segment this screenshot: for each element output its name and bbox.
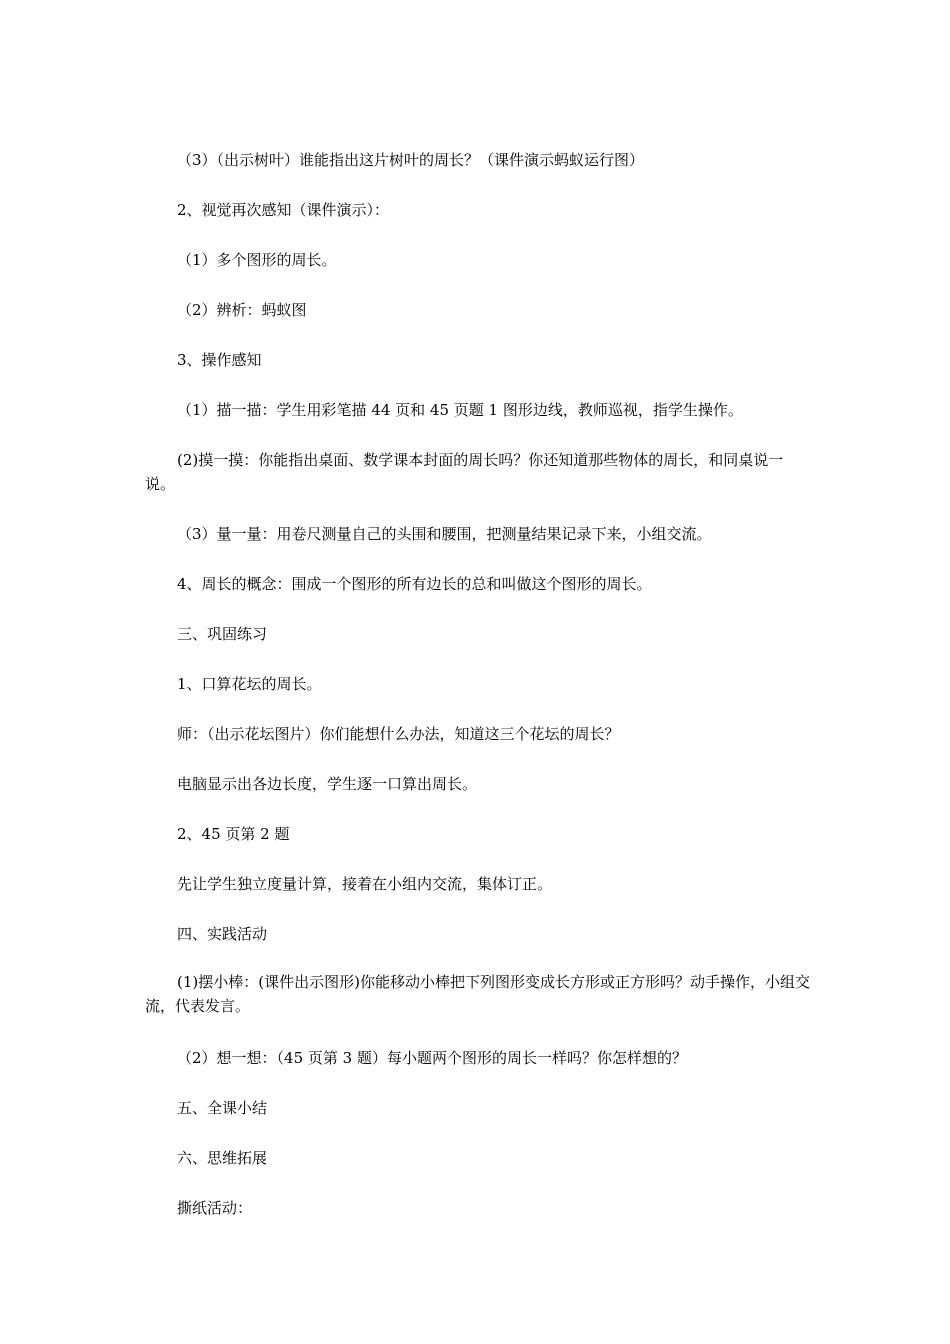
paragraph: 1、口算花坛的周长。 <box>177 675 322 693</box>
paragraph: 3、操作感知 <box>177 351 262 369</box>
section-heading: 六、思维拓展 <box>177 1149 268 1167</box>
paragraph: （3）量一量：用卷尺测量自己的头围和腰围，把测量结果记录下来，小组交流。 <box>177 525 712 543</box>
paragraph: 先让学生独立度量计算，接着在小组内交流，集体订正。 <box>177 875 553 893</box>
paragraph: 2、视觉再次感知（课件演示）： <box>177 201 390 219</box>
section-heading: 三、巩固练习 <box>177 625 268 643</box>
section-heading: 四、实践活动 <box>177 925 268 943</box>
paragraph: 4、周长的概念：围成一个图形的所有边长的总和叫做这个图形的周长。 <box>177 575 652 593</box>
paragraph: （3）（出示树叶）谁能指出这片树叶的周长？（课件演示蚂蚁运行图） <box>177 151 645 169</box>
paragraph: 2、45 页第 2 题 <box>177 825 290 843</box>
paragraph: （1）多个图形的周长。 <box>177 251 337 269</box>
paragraph: （2）想一想：（45 页第 3 题）每小题两个图形的周长一样吗？你怎样想的？ <box>177 1049 687 1067</box>
paragraph: （2）辨析：蚂蚁图 <box>177 301 307 319</box>
paragraph: 电脑显示出各边长度，学生逐一口算出周长。 <box>177 775 478 793</box>
paragraph: （1）描一描：学生用彩笔描 44 页和 45 页题 1 图形边线，教师巡视，指学生操作。 <box>177 401 743 419</box>
paragraph: 师：（出示花坛图片）你们能想什么办法，知道这三个花坛的周长？ <box>177 725 620 743</box>
paragraph: 撕纸活动： <box>177 1199 253 1217</box>
paragraph: (2)摸一摸：你能指出桌面、数学课本封面的周长吗？你还知道那些物体的周长，和同桌说一说。 <box>145 451 784 493</box>
section-heading: 五、全课小结 <box>177 1099 268 1117</box>
paragraph: (1)摆小棒：(课件出示图形)你能移动小棒把下列图形变成长方形或正方形吗？动手操作，小组交流，代表发言。 <box>145 973 810 1015</box>
